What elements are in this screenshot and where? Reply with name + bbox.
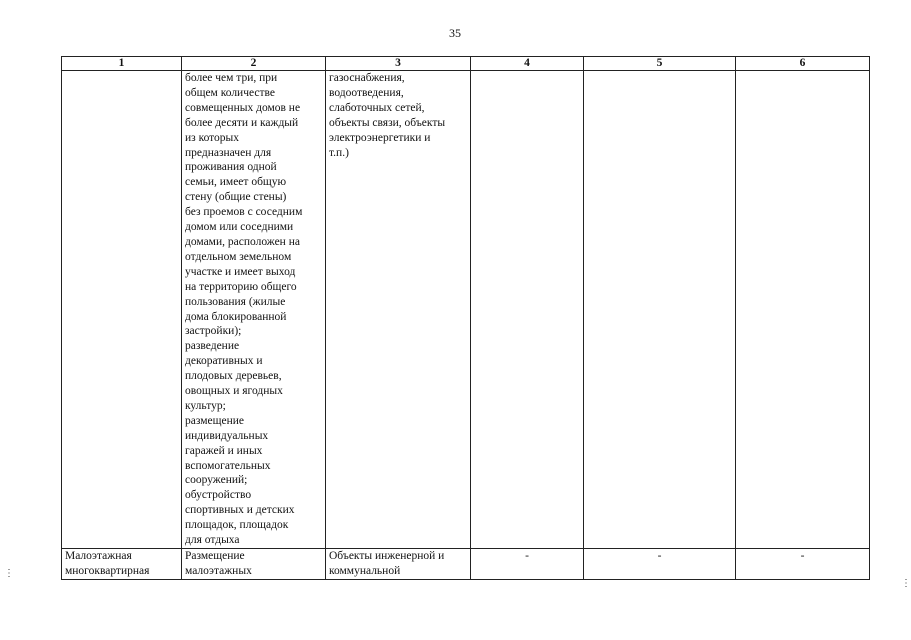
cell-lines	[185, 549, 322, 579]
column-number-row	[62, 57, 870, 71]
text-line: разведение	[185, 340, 240, 353]
column-header-4: 4	[471, 57, 584, 71]
text-line: дома блокированной	[185, 310, 287, 323]
text-line: без проемов с соседним	[185, 206, 303, 219]
cell-lines	[329, 71, 467, 160]
cell-col3-objects	[326, 71, 471, 549]
text-line: объекты связи, объекты	[329, 116, 446, 129]
text-line: стену (общие стены)	[185, 191, 287, 204]
binding-mark-left: ⋮	[4, 568, 14, 579]
cell-lines	[65, 549, 178, 579]
table-row-next	[62, 549, 870, 580]
cell-lines	[185, 71, 322, 548]
cell-col2-permitted-uses	[182, 71, 326, 549]
column-header-1: 1	[62, 57, 182, 71]
text-line: многоквартирная	[65, 564, 150, 577]
table-row-continued	[62, 71, 870, 549]
text-line: индивидуальных	[185, 429, 269, 442]
cell-col1-zone-name	[62, 549, 182, 580]
text-line: домами, расположен на	[185, 235, 300, 248]
text-line: более чем три, при	[185, 72, 278, 84]
text-line: участке и имеет выход	[185, 265, 296, 278]
cell-col6	[736, 71, 870, 549]
text-line: гаражей и иных	[185, 444, 263, 457]
cell-col4-dash: -	[471, 549, 584, 580]
text-line: пользования (жилые	[185, 295, 286, 308]
text-line: площадок, площадок	[185, 519, 289, 532]
text-line: предназначен для	[185, 146, 272, 159]
text-line: водоотведения,	[329, 86, 404, 99]
cell-col6-dash: -	[736, 549, 870, 580]
cell-lines	[329, 549, 467, 579]
text-line: домом или соседними	[185, 221, 294, 234]
text-line: Объекты инженерной и	[329, 550, 445, 562]
cell-col1	[62, 71, 182, 549]
text-line: культур;	[185, 399, 226, 412]
text-line: обустройство	[185, 489, 252, 502]
column-header-6: 6	[736, 57, 870, 71]
column-header-5: 5	[584, 57, 736, 71]
text-line: семьи, имеет общую	[185, 176, 287, 189]
page-number: 35	[449, 26, 461, 40]
text-line: размещение	[185, 414, 244, 427]
text-line: т.п.)	[329, 146, 349, 159]
text-line: Размещение	[185, 550, 245, 562]
binding-mark-right: ⋮	[901, 578, 911, 589]
cell-col4	[471, 71, 584, 549]
text-line: более десяти и каждый	[185, 116, 299, 129]
text-line: проживания одной	[185, 161, 277, 174]
text-line: слаботочных сетей,	[329, 101, 425, 114]
cell-col5	[584, 71, 736, 549]
text-line: общем количестве	[185, 86, 275, 99]
text-line: спортивных и детских	[185, 504, 295, 517]
text-line: Малоэтажная	[65, 550, 132, 562]
text-line: декоративных и	[185, 355, 263, 368]
text-line: коммунальной	[329, 564, 401, 577]
text-line: застройки);	[185, 325, 242, 338]
cell-col3-objects	[326, 549, 471, 580]
text-line: совмещенных домов не	[185, 101, 301, 114]
text-line: овощных и ягодных	[185, 385, 283, 398]
column-header-2: 2	[182, 57, 326, 71]
text-line: сооружений;	[185, 474, 248, 487]
text-line: электроэнергетики и	[329, 131, 431, 144]
text-line: малоэтажных	[185, 564, 252, 577]
text-line: отдельном земельном	[185, 250, 292, 263]
regulation-table	[61, 56, 870, 580]
text-line: на территорию общего	[185, 280, 297, 293]
text-line: газоснабжения,	[329, 72, 405, 84]
cell-col2-permitted-uses	[182, 549, 326, 580]
text-line: из которых	[185, 131, 240, 144]
text-line: плодовых деревьев,	[185, 370, 282, 383]
text-line: для отдыха	[185, 534, 240, 547]
column-header-3: 3	[326, 57, 471, 71]
text-line: вспомогательных	[185, 459, 271, 472]
cell-col5-dash: -	[584, 549, 736, 580]
